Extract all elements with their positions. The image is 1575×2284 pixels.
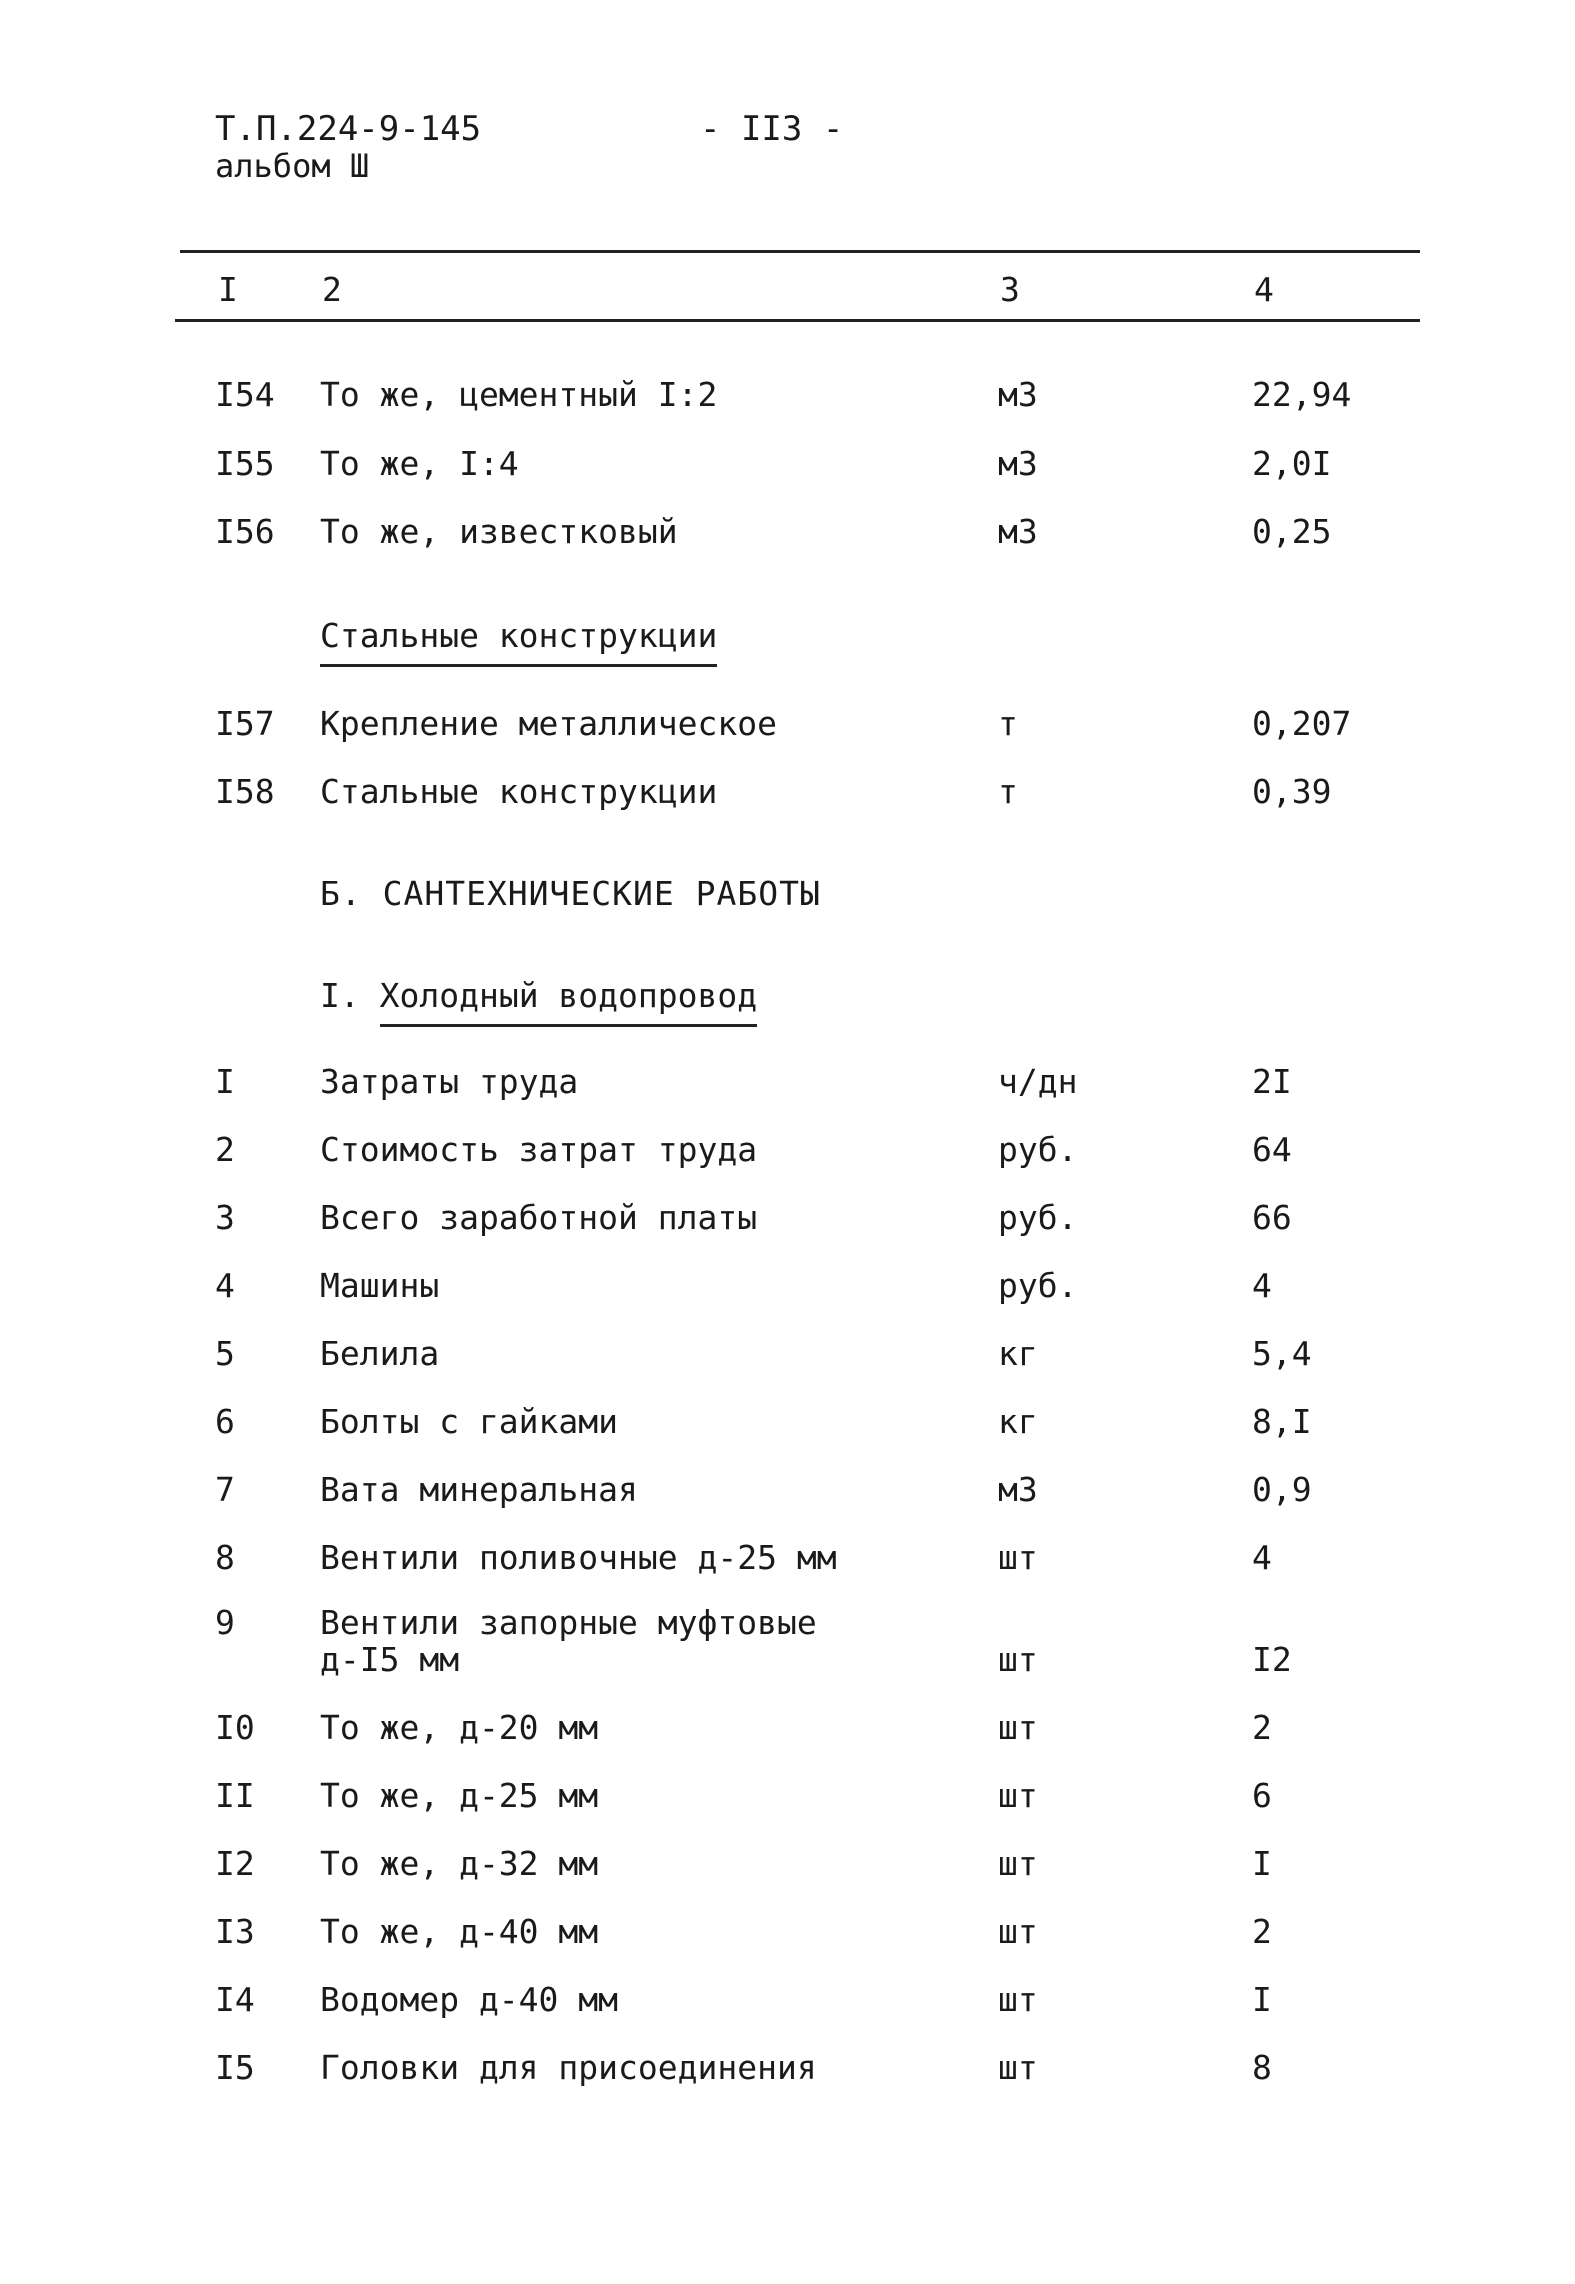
row-quantity: 6 — [1252, 1776, 1272, 1815]
row-unit: ч/дн — [998, 1062, 1078, 1101]
row-quantity: 22,94 — [1252, 375, 1352, 414]
row-unit: м3 — [998, 1470, 1038, 1509]
column-header-4: 4 — [1254, 270, 1274, 309]
row-unit: шт — [998, 1912, 1038, 1951]
row-quantity: 0,9 — [1252, 1470, 1312, 1509]
row-name: То же, цементный I:2 — [320, 375, 718, 414]
row-quantity: 2,0I — [1252, 444, 1332, 483]
row-unit: кг — [998, 1334, 1038, 1373]
row-name: Затраты труда — [320, 1062, 579, 1101]
row-unit: шт — [998, 1640, 1038, 1679]
row-name: Головки для присоединения — [320, 2048, 817, 2087]
row-name: То же, д-20 мм — [320, 1708, 599, 1747]
row-name-line-2: д-I5 мм — [320, 1640, 460, 1679]
row-number: I4 — [215, 1980, 255, 2019]
column-header-1: I — [218, 270, 238, 309]
row-quantity: 2 — [1252, 1708, 1272, 1747]
album-label: альбом Ш — [215, 147, 370, 185]
row-number: 6 — [215, 1402, 235, 1441]
row-unit: т — [998, 704, 1018, 743]
row-unit: кг — [998, 1402, 1038, 1441]
row-quantity: 5,4 — [1252, 1334, 1312, 1373]
row-number: I58 — [215, 772, 275, 811]
row-quantity: 4 — [1252, 1266, 1272, 1305]
row-unit: м3 — [998, 375, 1038, 414]
row-unit: шт — [998, 1538, 1038, 1577]
row-unit: м3 — [998, 444, 1038, 483]
row-unit: руб. — [998, 1130, 1078, 1169]
section-heading-steel-text: Стальные конструкции — [320, 618, 717, 667]
row-unit: руб. — [998, 1266, 1078, 1305]
row-quantity: 66 — [1252, 1198, 1292, 1237]
row-number: I55 — [215, 444, 275, 483]
row-number: I56 — [215, 512, 275, 551]
row-number: 8 — [215, 1538, 235, 1577]
section-heading-steel — [320, 618, 717, 667]
row-unit: шт — [998, 2048, 1038, 2087]
row-quantity: 0,39 — [1252, 772, 1332, 811]
row-unit: т — [998, 772, 1018, 811]
row-number: 9 — [215, 1603, 235, 1642]
row-number: I — [215, 1062, 235, 1101]
row-number: I54 — [215, 375, 275, 414]
row-quantity: 2 — [1252, 1912, 1272, 1951]
table-header-rule — [175, 319, 1420, 322]
row-number: 7 — [215, 1470, 235, 1509]
row-name: Стальные конструкции — [320, 772, 718, 811]
section-heading-cold-water-text: Холодный водопровод — [380, 978, 758, 1027]
row-number: II — [215, 1776, 255, 1815]
row-name: Всего заработной платы — [320, 1198, 758, 1237]
row-number: 4 — [215, 1266, 235, 1305]
row-name: Болты с гайками — [320, 1402, 619, 1441]
row-quantity: 8,I — [1252, 1402, 1312, 1441]
row-quantity: 2I — [1252, 1062, 1292, 1101]
page-number: - II3 - — [700, 109, 844, 149]
row-unit: шт — [998, 1776, 1038, 1815]
row-number: I5 — [215, 2048, 255, 2087]
row-quantity: 8 — [1252, 2048, 1272, 2087]
row-unit: шт — [998, 1980, 1038, 2019]
row-quantity: 64 — [1252, 1130, 1292, 1169]
row-number: 2 — [215, 1130, 235, 1169]
row-name: То же, I:4 — [320, 444, 519, 483]
table-top-rule — [180, 250, 1420, 253]
row-name: Белила — [320, 1334, 440, 1373]
document-code: Т.П.224-9-145 — [215, 109, 482, 149]
row-number: I3 — [215, 1912, 255, 1951]
row-number: 3 — [215, 1198, 235, 1237]
row-quantity: 0,207 — [1252, 704, 1352, 743]
row-unit: шт — [998, 1708, 1038, 1747]
row-unit: м3 — [998, 512, 1038, 551]
row-unit: шт — [998, 1844, 1038, 1883]
row-number: I2 — [215, 1844, 255, 1883]
row-name: Машины — [320, 1266, 440, 1305]
row-name: То же, д-40 мм — [320, 1912, 599, 1951]
row-name: Стоимость затрат труда — [320, 1130, 758, 1169]
row-quantity: 0,25 — [1252, 512, 1332, 551]
row-name: Крепление металлическое — [320, 704, 777, 743]
row-number: I57 — [215, 704, 275, 743]
column-header-3: 3 — [1000, 270, 1020, 309]
row-name: Водомер д-40 мм — [320, 1980, 619, 2019]
section-heading-plumbing: Б. САНТЕХНИЧЕСКИЕ РАБОТЫ — [320, 874, 821, 913]
row-name: То же, известковый — [320, 512, 678, 551]
row-name-line-1: Вентили запорные муфтовые — [320, 1603, 817, 1642]
row-unit: руб. — [998, 1198, 1078, 1237]
row-number: 5 — [215, 1334, 235, 1373]
row-name: То же, д-25 мм — [320, 1776, 599, 1815]
column-header-2: 2 — [322, 270, 342, 309]
row-name: Вата минеральная — [320, 1470, 638, 1509]
row-quantity: I — [1252, 1844, 1272, 1883]
row-quantity: 4 — [1252, 1538, 1272, 1577]
row-quantity: I — [1252, 1980, 1272, 2019]
section-heading-cold-water — [320, 978, 757, 1027]
row-name: Вентили поливочные д-25 мм — [320, 1538, 837, 1577]
row-number: I0 — [215, 1708, 255, 1747]
row-quantity: I2 — [1252, 1640, 1292, 1679]
section-number: I. — [320, 976, 360, 1015]
row-name: То же, д-32 мм — [320, 1844, 599, 1883]
